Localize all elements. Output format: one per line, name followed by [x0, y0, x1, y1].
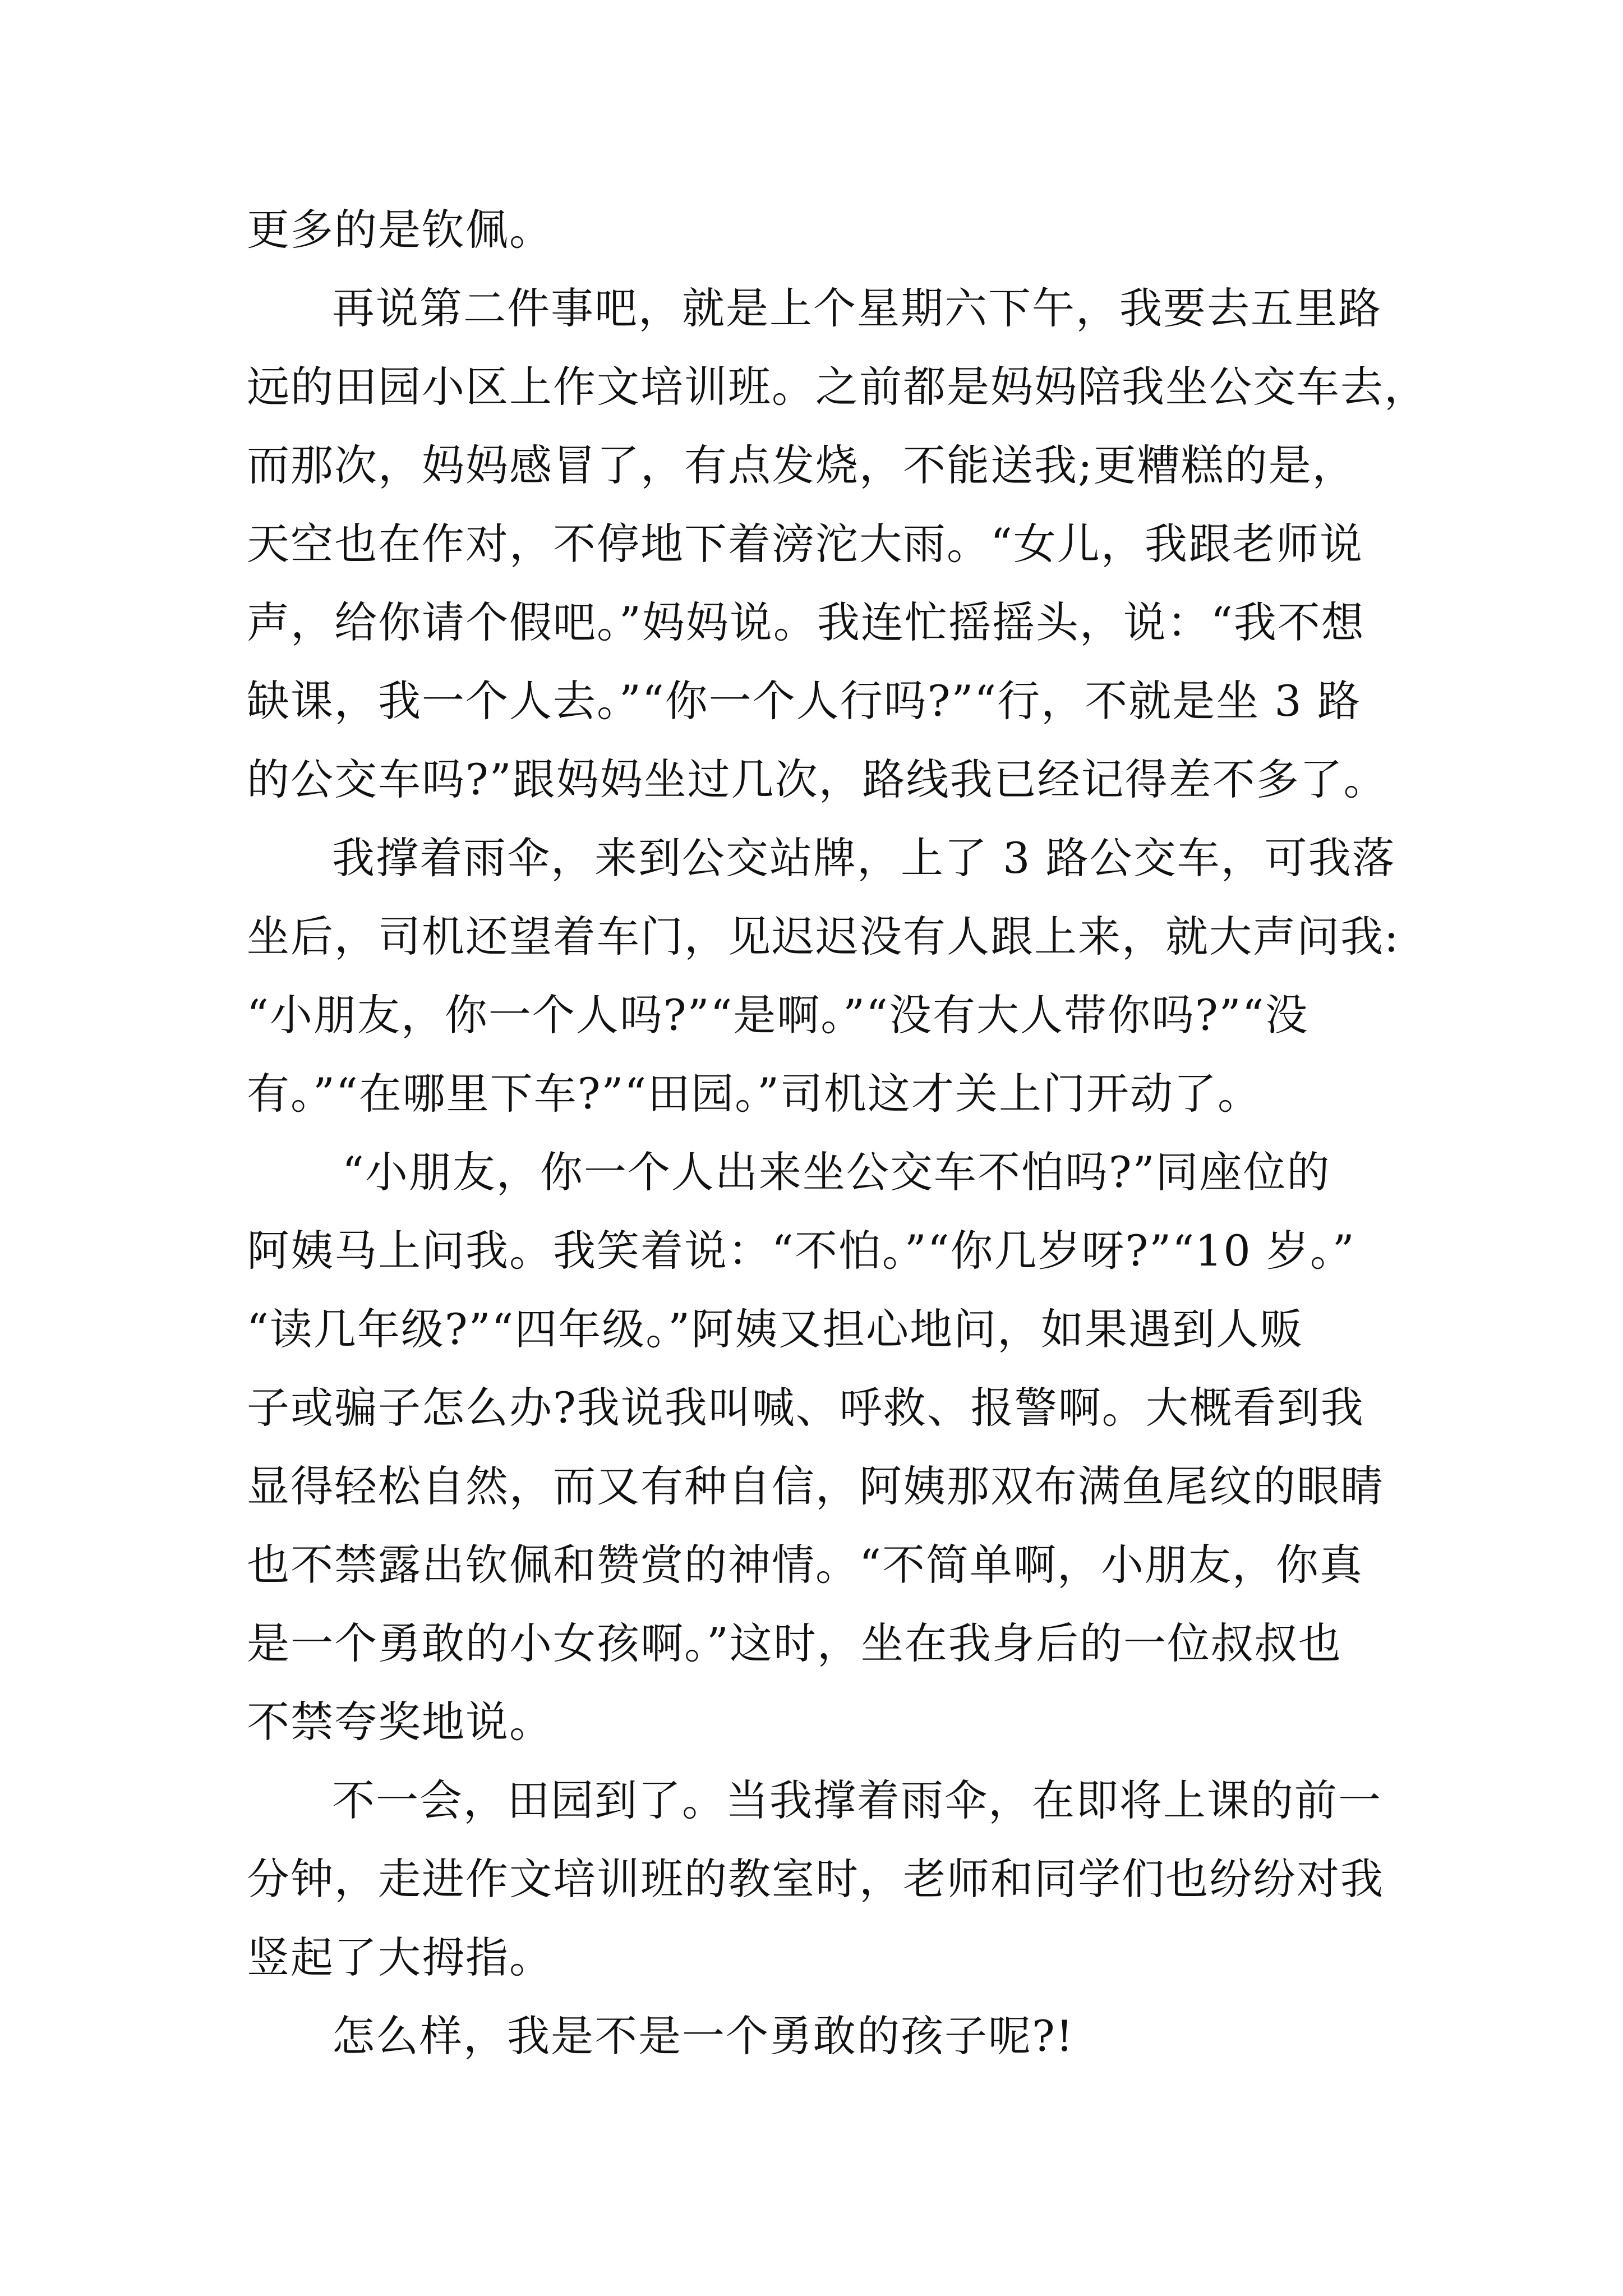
- paragraph-line: 分钟，走进作文培训班的教室时，老师和同学们也纷纷对我: [247, 1854, 1384, 1904]
- paragraph-line: 远的田园小区上作文培训班。之前都是妈妈陪我坐公交车去，: [247, 362, 1428, 412]
- paragraph-line: “小朋友，你一个人出来坐公交车不怕吗?”同座位的: [342, 1147, 1331, 1197]
- essay-text: [247, 191, 1428, 2076]
- paragraph-line: 竖起了大拇指。: [247, 1932, 553, 1982]
- paragraph-line: 我撑着雨伞，来到公交站牌，上了 3 路公交车，可我落: [332, 833, 1396, 883]
- paragraph-line: 的公交车吗?”跟妈妈坐过几次，路线我已经记得差不多了。: [247, 754, 1387, 804]
- paragraph-line: 更多的是钦佩。: [247, 205, 553, 255]
- paragraph-line: 不一会，田园到了。当我撑着雨伞，在即将上课的前一: [332, 1775, 1382, 1825]
- paragraph-line: 坐后，司机还望着车门，见迟迟没有人跟上来，就大声问我:: [247, 912, 1400, 961]
- paragraph-line: 也不禁露出钦佩和赞赏的神情。“不简单啊，小朋友，你真: [247, 1540, 1363, 1590]
- paragraph-line: 再说第二件事吧，就是上个星期六下午，我要去五里路: [332, 283, 1382, 333]
- paragraph-line: 阿姨马上问我。我笑着说：“不怕。”“你几岁呀?”“10 岁。”: [247, 1226, 1355, 1276]
- paragraph-line: 缺课，我一个人去。”“你一个人行吗?”“行，不就是坐 3 路: [247, 676, 1361, 726]
- paragraph-line: 天空也在作对，不停地下着滂沱大雨。“女儿，我跟老师说: [247, 519, 1363, 569]
- paragraph-line: 怎么样，我是不是一个勇敢的孩子呢?!: [332, 2011, 1075, 2061]
- paragraph-line: 而那次，妈妈感冒了，有点发烧，不能送我;更糟糕的是，: [247, 440, 1356, 490]
- paragraph-line: 子或骗子怎么办?我说我叫喊、呼救、报警啊。大概看到我: [247, 1383, 1364, 1433]
- paragraph-line: 显得轻松自然，而又有种自信，阿姨那双布满鱼尾纹的眼睛: [247, 1461, 1384, 1511]
- paragraph-line: 声，给你请个假吧。”妈妈说。我连忙摇摇头，说：“我不想: [247, 597, 1365, 647]
- paragraph-line: “小朋友，你一个人吗?”“是啊。”“没有大人带你吗?”“没: [247, 990, 1309, 1040]
- paragraph-line: “读几年级?”“四年级。”阿姨又担心地问，如果遇到人贩: [247, 1304, 1304, 1354]
- paragraph-line: 是一个勇敢的小女孩啊。”这时，坐在我身后的一位叔叔也: [247, 1618, 1342, 1668]
- paragraph-line: 不禁夸奖地说。: [247, 1697, 553, 1747]
- paragraph-line: 有。”“在哪里下车?”“田园。”司机这才关上门开动了。: [247, 1069, 1262, 1119]
